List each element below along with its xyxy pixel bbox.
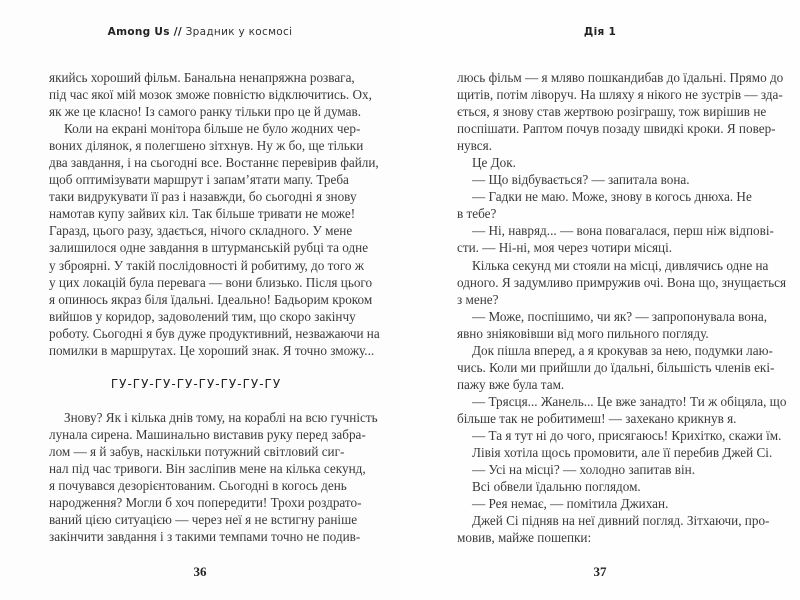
text-line: — Що відбувається? — запитала вона. xyxy=(472,172,690,188)
text-line: Це Док. xyxy=(472,155,516,171)
text-line: щоб оптимізувати маршрут і запам’ятати мапу. Треба xyxy=(49,172,349,188)
paragraph xyxy=(457,188,751,222)
paragraph xyxy=(457,257,787,308)
paragraph xyxy=(457,478,751,495)
paragraph xyxy=(457,393,787,427)
paragraph xyxy=(457,495,751,512)
left-body-text xyxy=(49,69,380,545)
running-header-book-title xyxy=(0,26,400,38)
paragraph xyxy=(457,342,775,393)
paragraph xyxy=(457,69,784,154)
text-line: — Та я тут ні до чого, присягаюсь! Крихітко, скажи їм. xyxy=(472,427,782,443)
text-line: — Усі на місці? — холодно запитав він. xyxy=(472,462,695,478)
paragraph xyxy=(457,461,751,478)
text-line: я почувався дезорієнтованим. Сьогодні в когось день xyxy=(49,477,347,493)
text-line: ється, я знову став жертвою розіграшу, тож вирішив не xyxy=(457,104,767,120)
text-line: два завдання, і на сьогодні все. Востаннє перевірив файли, xyxy=(49,155,379,171)
text-line: — Рея немає, — помітила Джихан. xyxy=(472,496,669,512)
text-line: з мене? xyxy=(457,291,499,307)
text-line: у зброярні. У такій послідовності й робитиму, до того ж xyxy=(49,257,364,273)
text-line: народження? Могли б хоч попередити! Трохи роздрато- xyxy=(49,495,362,511)
text-line: закінчити завдання і з такими темпами точно не подив- xyxy=(49,529,361,545)
text-line: якийсь хороший фільм. Банальна ненапряжна розвага, xyxy=(49,70,355,85)
page-number: 37 xyxy=(593,564,607,579)
text-line: Коли на екрані монітора більше не було жодних чер- xyxy=(64,121,361,137)
right-body-text xyxy=(457,69,787,546)
text-line: ваний цією ситуацією — через неї я не встигну раніше xyxy=(49,512,358,528)
text-line: більше так не робитимеш! — захекано крикнув я. xyxy=(457,410,737,426)
book-title: Зрадник у космосі xyxy=(182,26,293,38)
paragraph xyxy=(457,427,782,444)
paragraph xyxy=(457,512,770,546)
text-line: явно зніяковівши від мого пильного погляду. xyxy=(457,325,709,341)
text-line: чись. Коли ми прийшли до їдальні, більшість членів екі- xyxy=(457,359,775,375)
text-line: — Може, поспішимо, чи як? — запропонувала вона, xyxy=(472,308,768,324)
text-line: залишилося одне завдання в штурманській рубці та одне xyxy=(49,240,369,256)
text-line: як же це класно! Із самого ранку тільки про це й думав. xyxy=(49,104,362,120)
text-line: Гаразд, цього разу, здається, нічого складного. У мене xyxy=(49,223,353,239)
text-line: одного. Я задумливо примружив очі. Вона що, знущається xyxy=(457,274,787,290)
paragraph xyxy=(457,308,768,342)
text-line: пажу вже була там. xyxy=(457,376,565,392)
series-title: Among Us // xyxy=(107,26,182,38)
text-line: в тебе? xyxy=(457,206,497,222)
running-header-chapter xyxy=(400,26,800,38)
section-heading: ГУ-ГУ-ГУ-ГУ-ГУ-ГУ-ГУ-ГУ xyxy=(110,376,282,391)
text-line: люсь фільм — я мляво пошкандибав до їдальні. Прямо до xyxy=(457,70,784,85)
text-line: нувся. xyxy=(457,138,493,154)
text-line: під час якої мій мозок зможе повністю відключитись. Ох, xyxy=(49,87,372,103)
text-line: мовив, майже пошепки: xyxy=(457,530,592,546)
text-line: Всі обвели їдальню поглядом. xyxy=(472,479,641,495)
text-line: воних ділянок, я полегшено зітхнув. Ну ж бо, ще тільки xyxy=(49,138,364,154)
text-line: Знову? Як і кілька днів тому, на кораблі на всю гучність xyxy=(64,409,378,425)
text-line: я опинюсь якраз біля їдальні. Ідеально! Бадьорим кроком xyxy=(49,291,373,307)
paragraph xyxy=(457,154,751,171)
text-line: — Ні, навряд... — вона повагалася, перш ніж відпові- xyxy=(472,223,774,239)
paragraph xyxy=(49,409,378,545)
text-line: Док пішла вперед, а я крокував за нею, подумки лаю- xyxy=(472,342,773,358)
paragraph xyxy=(457,444,773,461)
text-line: нал під час тривоги. Він засліпив мене на кілька секунд, xyxy=(49,460,366,476)
text-line: лом — я й забув, наскільки потужний світловий сиг- xyxy=(49,443,345,459)
chapter-title: Дія 1 xyxy=(583,26,617,38)
text-line: Кілька секунд ми стояли на місці, дивлячись одне на xyxy=(472,257,769,273)
page-number: 36 xyxy=(193,564,207,579)
text-line: щитів, потім ліворуч. На шляху я нікого не зустрів — зда- xyxy=(457,87,783,103)
text-line: Джей Сі підняв на неї дивний погляд. Зітхаючи, про- xyxy=(472,513,770,529)
paragraph xyxy=(49,120,380,359)
paragraph xyxy=(457,171,751,188)
text-line: Лівія хотіла щось промовити, але її перебив Джей Сі. xyxy=(472,445,773,461)
text-line: вийшов у коридор, задоволений тим, що скоро закінчу xyxy=(49,308,356,324)
text-line: лунала сирена. Машинально виставив руку перед забра- xyxy=(49,426,366,442)
text-line: у цих локацій була перевага — вони близько. Після цього xyxy=(49,274,373,290)
text-line: таки видрукувати її раз і назавжди, бо сьогодні я знову xyxy=(49,189,357,205)
text-line: сти. — Ні-ні, моя через чотири місяці. xyxy=(457,240,673,256)
paragraph xyxy=(49,69,372,120)
text-line: намотав купу зайвих кіл. Так більше тривати не може! xyxy=(49,206,356,222)
text-line: — Гадки не маю. Може, знову в когось днюха. Не xyxy=(472,189,752,205)
paragraph xyxy=(457,222,774,256)
text-line: поспішати. Раптом почув позаду швидкі кроки. Я повер- xyxy=(457,121,776,137)
text-line: роботу. Сьогодні я був дуже продуктивний, незважаючи на xyxy=(49,325,380,341)
right-page xyxy=(400,0,800,600)
text-line: помилки в маршрутах. Це хороший знак. Я точно зможу... xyxy=(49,342,375,358)
text-line: — Трясця... Жанель... Це вже занадто! Ти ж обіцяла, що xyxy=(472,393,787,409)
